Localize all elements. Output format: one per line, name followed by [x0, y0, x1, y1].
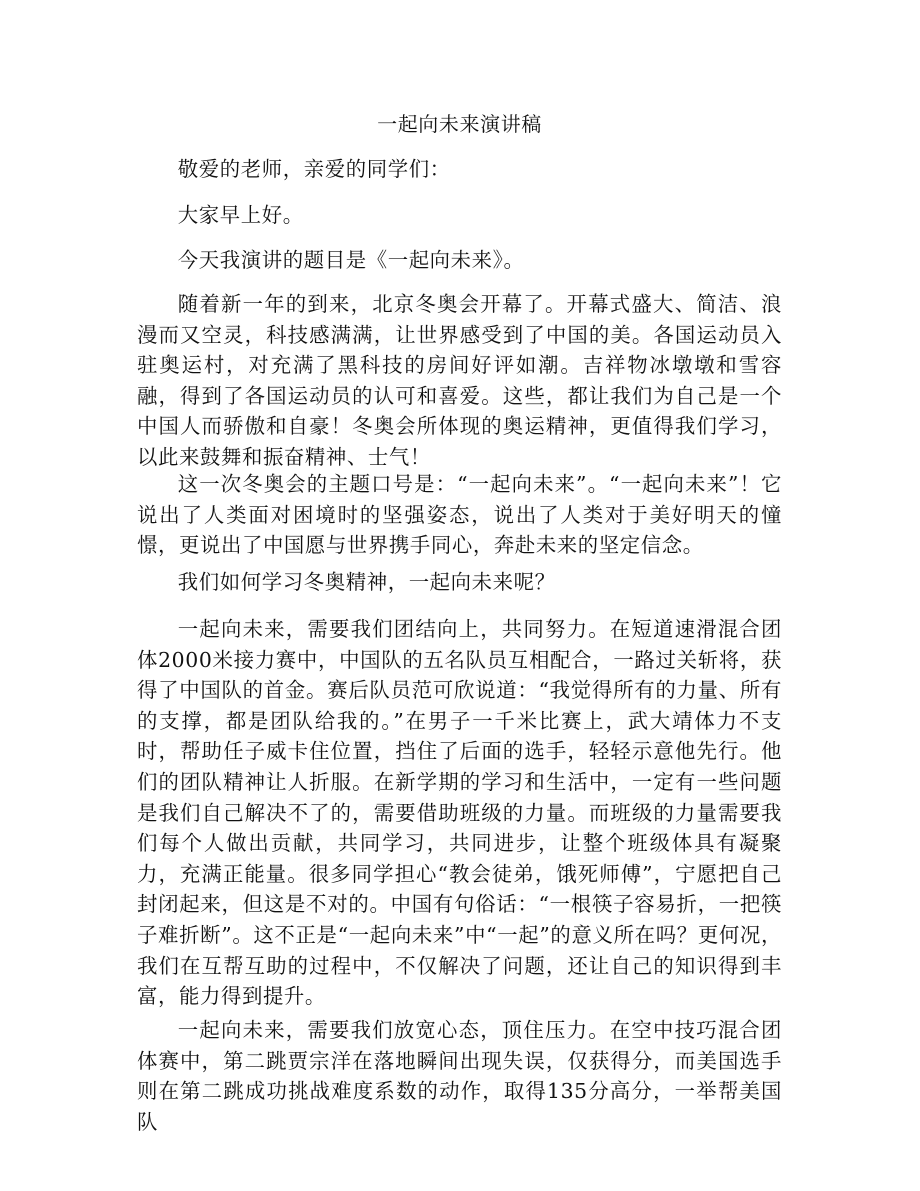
document-title: 一起向未来演讲稿: [377, 112, 542, 136]
paragraph-teamwork: 一起向未来，需要我们团结向上，共同努力。在短道速滑混合团体2000米接力赛中，中国队的五名队员互相配合，一路过关斩将，获得了中国队的首金。赛后队员范可欣说道：“我觉得所有的力量、所有的支撑，都是团队给我的。”在男子一千米比赛上，武大靖体力不支时，帮助任子威卡住位置，挡住了后面的选手，轻轻示意他先行。他们的团队精神让人折服。在新学期的学习和生活中，一定有一些问题是我们自己解决不了的，需要借助班级的力量。而班级的力量需要我们每个人做出贡献，共同学习，共同进步，让整个班级体具有凝聚力，充满正能量。很多同学担心“教会徒弟，饿死师傅”，宁愿把自己封闭起来，但这是不对的。中国有句俗话：“一根筷子容易折，一把筷子难折断”。这不正是“一起向未来”中“一起”的意义所在吗？更何况，我们在互帮互助的过程中，不仅解决了问题，还让自己的知识得到丰富，能力得到提升。: [137, 617, 782, 1009]
paragraph-mindset: 一起向未来，需要我们放宽心态，顶住压力。在空中技巧混合团体赛中，第二跳贾宗洋在落地瞬间出现失误，仅获得分，而美国选手则在第二跳成功挑战难度系数的动作，取得135分高分，一举帮美国队: [137, 1018, 782, 1134]
paragraph-greeting: 敬爱的老师，亲爱的同学们：: [177, 157, 451, 181]
paragraph-olympics-opening: 随着新一年的到来，北京冬奥会开幕了。开幕式盛大、简洁、浪漫而又空灵，科技感满满，让世界感受到了中国的美。各国运动员入驻奥运村，对充满了黑科技的房间好评如潮。吉祥物冰墩墩和雪容融，得到了各国运动员的认可和喜爱。这些，都让我们为自己是一个中国人而骄傲和自豪！冬奥会所体现的奥运精神，更值得我们学习，以此来鼓舞和振奋精神、士气！: [137, 292, 782, 469]
paragraph-topic: 今天我演讲的题目是《一起向未来》。: [177, 248, 525, 272]
paragraph-question: 我们如何学习冬奥精神，一起向未来呢？: [177, 570, 556, 594]
paragraph-good-morning: 大家早上好。: [177, 203, 304, 227]
paragraph-slogan: 这一次冬奥会的主题口号是：“一起向未来”。“一起向未来”！它说出了人类面对困境时的坚强姿态，说出了人类对于美好明天的憧憬，更说出了中国愿与世界携手同心，奔赴未来的坚定信念。: [137, 472, 782, 558]
